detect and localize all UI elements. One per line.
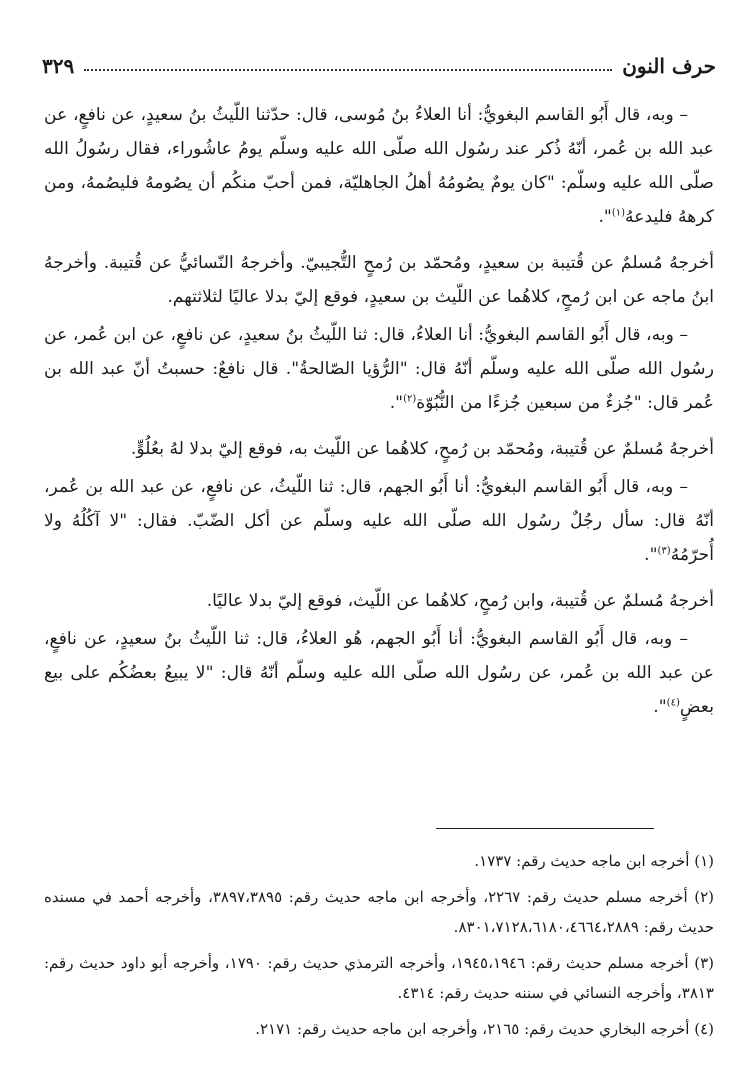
paragraph-text: – وبه، قال أَبُو القاسم البغويُّ: أنا أَبُو الجهم، هُو العلاءُ، قال: ثنا اللّيثُ بنُ سعيدٍ، عن نافعٍ، عن عبد الله بن عُمر، عن رسُول الله صلّى الله عليه وسلّم أنّهُ قال: "لا يبيعُ بعضُكُم على بيع بعضٍ bbox=[44, 629, 714, 717]
footnote-ref[interactable]: (١) bbox=[611, 207, 625, 219]
closing-quote: ". bbox=[389, 393, 404, 413]
paragraph-text: أخرجهُ مُسلمٌ عن قُتيبة، ومُحمّد بن رُمحٍ، كلاهُما عن اللّيث به، فوقع إليّ بدلا لهُ بعُلُوٍّ. bbox=[130, 439, 714, 459]
paragraph-text: – وبه، قال أَبُو القاسم البغويُّ: أنا العلاءُ، قال: ثنا اللّيثُ بنُ سعيدٍ، عن نافعٍ، عن ابن عُمر، عن رسُول الله صلّى الله عليه وسلّم أنّهُ قال: "الرُّؤيا الصّالحةُ". قال نافعٌ: حسبتُ أنّ عبد الله بن عُمر قال: "جُزءٌ من سبعين جُزءًا من النُّبُوّة bbox=[44, 325, 714, 413]
hadith-paragraph bbox=[44, 98, 714, 234]
hadith-paragraph bbox=[44, 622, 714, 724]
hadith-paragraph bbox=[44, 470, 714, 572]
closing-quote: ". bbox=[653, 697, 667, 717]
paragraph-text: أخرجهُ مُسلمٌ عن قُتيبة، وابن رُمحٍ، كلاهُما عن اللّيث، فوقع إليّ بدلا عاليًا. bbox=[206, 591, 714, 611]
paragraph-text: – وبه، قال أَبُو القاسم البغويُّ: أنا أَبُو الجهم، قال: ثنا اللّيثُ، عن نافعٍ، عن عبد الله بن عُمر، أنّهُ قال: سأل رجُلٌ رسُول الله صلّى الله عليه وسلّم عن أكل الضّبّ. فقال: "لا آكُلُهُ ولا أُحرّمُهُ bbox=[44, 477, 714, 565]
footnote-divider bbox=[436, 828, 654, 829]
closing-quote: ". bbox=[644, 545, 658, 565]
page-number: ٣٢٩ bbox=[42, 54, 75, 78]
hadith-paragraph bbox=[44, 318, 714, 420]
takhrij-paragraph bbox=[44, 246, 714, 314]
header-dot-leader bbox=[84, 69, 612, 71]
running-header bbox=[42, 44, 716, 78]
footnote: (٤) أخرجه البخاري حديث رقم: ٢١٦٥، وأخرجه ابن ماجه حديث رقم: ٢١٧١. bbox=[255, 1020, 714, 1038]
footnote-ref[interactable]: (٤) bbox=[666, 697, 680, 709]
takhrij-paragraph bbox=[44, 584, 714, 618]
chapter-title: حرف النون bbox=[622, 54, 716, 78]
main-text bbox=[44, 98, 714, 724]
footnote: (١) أخرجه ابن ماجه حديث رقم: ١٧٣٧. bbox=[474, 852, 714, 870]
footnote: (٣) أخرجه مسلم حديث رقم: ١٩٤٥،١٩٤٦، وأخرجه الترمذي حديث رقم: ١٧٩٠، وأخرجه أبو داود حديث رقم: ٣٨١٣، وأخرجه النسائي في سننه حديث رقم: ٤٣١٤. bbox=[44, 954, 715, 1002]
footnote-ref[interactable]: (٢) bbox=[403, 393, 417, 405]
footnote: (٢) أخرجه مسلم حديث رقم: ٢٢٦٧، وأخرجه ابن ماجه حديث رقم: ٣٨٩٧،٣٨٩٥، وأخرجه أحمد في مسنده حديث رقم: ٨٣٠١،٧١٢٨،٦١٨٠،٤٦٦٤،٢٨٨٩. bbox=[44, 888, 714, 936]
paragraph-text: أخرجهُ مُسلمٌ عن قُتيبة بن سعيدٍ، ومُحمّد بن رُمحٍ التُّجيبيّ. وأخرجهُ النّسائيُّ عن قُتيبة. وأخرجهُ ابنُ ماجه عن ابن رُمحٍ، كلاهُما عن اللّيث بن سعيدٍ، فوقع إليّ بدلا عاليًا لثلاثتهم. bbox=[44, 253, 714, 307]
footnote-ref[interactable]: (٣) bbox=[657, 545, 671, 557]
paragraph-text: – وبه، قال أَبُو القاسم البغويُّ: أنا العلاءُ بنُ مُوسى، قال: حدّثنا اللّيثُ بنُ سعيدٍ، عن نافعٍ، عن عبد الله بن عُمر، أنّهُ ذُكر عند رسُول الله صلّى الله عليه وسلّم يومُ عاشُوراء، فقال رسُولُ الله صلّى الله عليه وسلّم: "كان يومٌ يصُومُهُ أهلُ الجاهليّة، فمن أحبّ منكُم أن يصُومهُ فليصُمهُ، ومن كرههُ فليدعهُ bbox=[44, 105, 714, 227]
takhrij-paragraph bbox=[44, 432, 714, 466]
closing-quote: ". bbox=[598, 207, 612, 227]
footnotes bbox=[44, 846, 714, 1050]
